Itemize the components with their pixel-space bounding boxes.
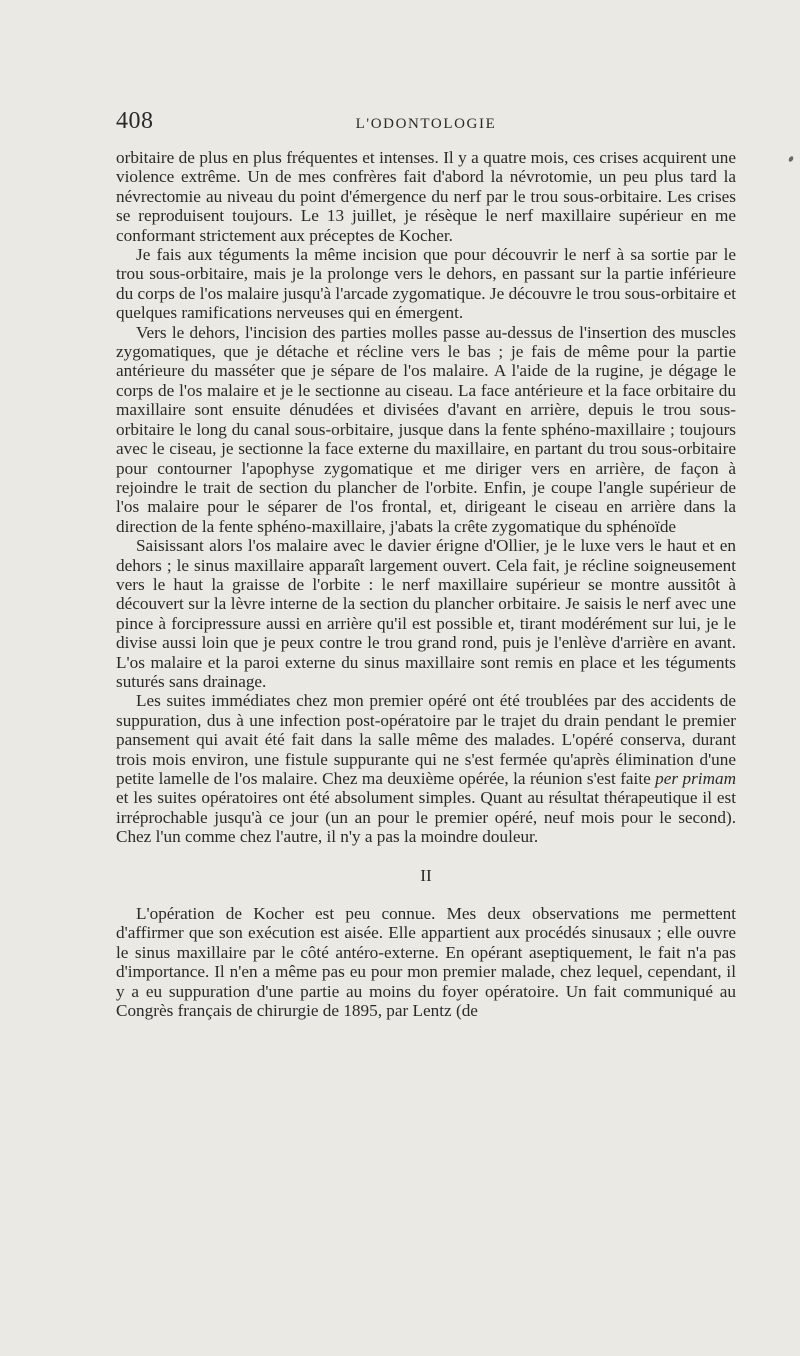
ink-speck [788,155,794,162]
body-text [116,148,736,1020]
paragraph-text: Les suites immédiates chez mon premier opéré ont été troublées par des accidents de suppuration, dus à une infection post-opératoire par le trajet du drain pendant le premier pansement qui avait été fait dans la salle même des malades. L'opéré conserva, durant trois mois environ, une fistule suppurante qui ne s'est fermée qu'après élimination d'une petite lamelle de l'os malaire. Chez ma deuxième opérée, la réunion s'est faite [116,691,736,788]
paragraph: Je fais aux téguments la même incision que pour découvrir le nerf à sa sortie par le trou sous-orbitaire, mais je la prolonge vers le dehors, en passant sur la partie inférieure du corps de l'os malaire jusqu'à l'arcade zygomatique. Je découvre le trou sous-orbitaire et quelques ramifications nerveuses qui en émergent. [116,245,736,323]
italic-phrase: per primam [655,769,736,788]
paragraph: orbitaire de plus en plus fréquentes et intenses. Il y a quatre mois, ces crises acquirent une violence extrême. Un de mes confrères fait d'abord la névrotomie, un peu plus tard la névrectomie au niveau du point d'émergence du nerf par le trou sous-orbitaire. Les crises se reproduisent toujours. Le 13 juillet, je résèque le nerf maxillaire supérieur en me conformant strictement aux préceptes de Kocher. [116,148,736,245]
paragraph [116,691,736,846]
running-title: L'ODONTOLOGIE [355,116,497,132]
paragraph: Vers le dehors, l'incision des parties molles passe au-dessus de l'insertion des muscles zygomatiques, que je détache et récline vers le bas ; je fais de même pour la partie antérieure du masséter que je sépare de l'os malaire. A l'aide de la rugine, je dégage le corps de l'os malaire et je le sectionne au ciseau. La face antérieure et la face orbitaire du maxillaire sont ensuite dénudées et divisées d'avant en arrière, depuis le trou sous-orbitaire le long du canal sous-orbitaire, jusque dans la fente sphéno-maxillaire ; toujours avec le ciseau, je sectionne la face externe du maxillaire, en partant du trou sous-orbitaire pour contourner l'apophyse zygomatique et me diriger vers en arrière, de façon à rejoindre le trait de section du plancher de l'orbite. Enfin, je coupe l'angle supérieur de l'os malaire pour le séparer de l'os frontal, et, dirigeant le ciseau en arrière dans la direction de la fente sphéno-maxillaire, j'abats la crête zygomatique du sphénoïde [116,322,736,536]
paragraph: L'opération de Kocher est peu connue. Mes deux observations me permettent d'affirmer que son exécution est aisée. Elle appartient aux procédés sinusaux ; elle ouvre le sinus maxillaire par le côté antéro-externe. En opérant aseptiquement, le fait n'a pas d'importance. Il n'en a même pas eu pour mon premier malade, chez lequel, cependant, il y a eu suppuration d'une partie au moins du foyer opératoire. Un fait communiqué au Congrès français de chirurgie de 1895, par Lentz (de [116,904,736,1021]
section-number: II [420,865,432,885]
paragraph-text: et les suites opératoires ont été absolument simples. Quant au résultat thérapeutique il est irréprochable jusqu'à ce jour (un an pour le premier opéré, neuf mois pour le second). Chez l'un comme chez l'autre, il n'y a pas la moindre douleur. [116,788,736,847]
page-number: 408 [116,108,154,134]
page-header [116,108,736,140]
paragraph: Saisissant alors l'os malaire avec le davier érigne d'Ollier, je le luxe vers le haut et en dehors ; le sinus maxillaire apparaît largement ouvert. Cela fait, je récline soigneusement vers le haut la graisse de l'orbite : le nerf maxillaire supérieur se montre aussitôt à découvert sur la lèvre interne de la section du plancher orbitaire. Je saisis le nerf avec une pince à forcipressure aussi en arrière qu'il est possible et, tirant modérément sur lui, je le divise aussi loin que je peux contre le trou grand rond, puis je l'enlève d'arrière en avant. L'os malaire et la paroi externe du sinus maxillaire sont remis en place et les téguments suturés sans drainage. [116,536,736,691]
